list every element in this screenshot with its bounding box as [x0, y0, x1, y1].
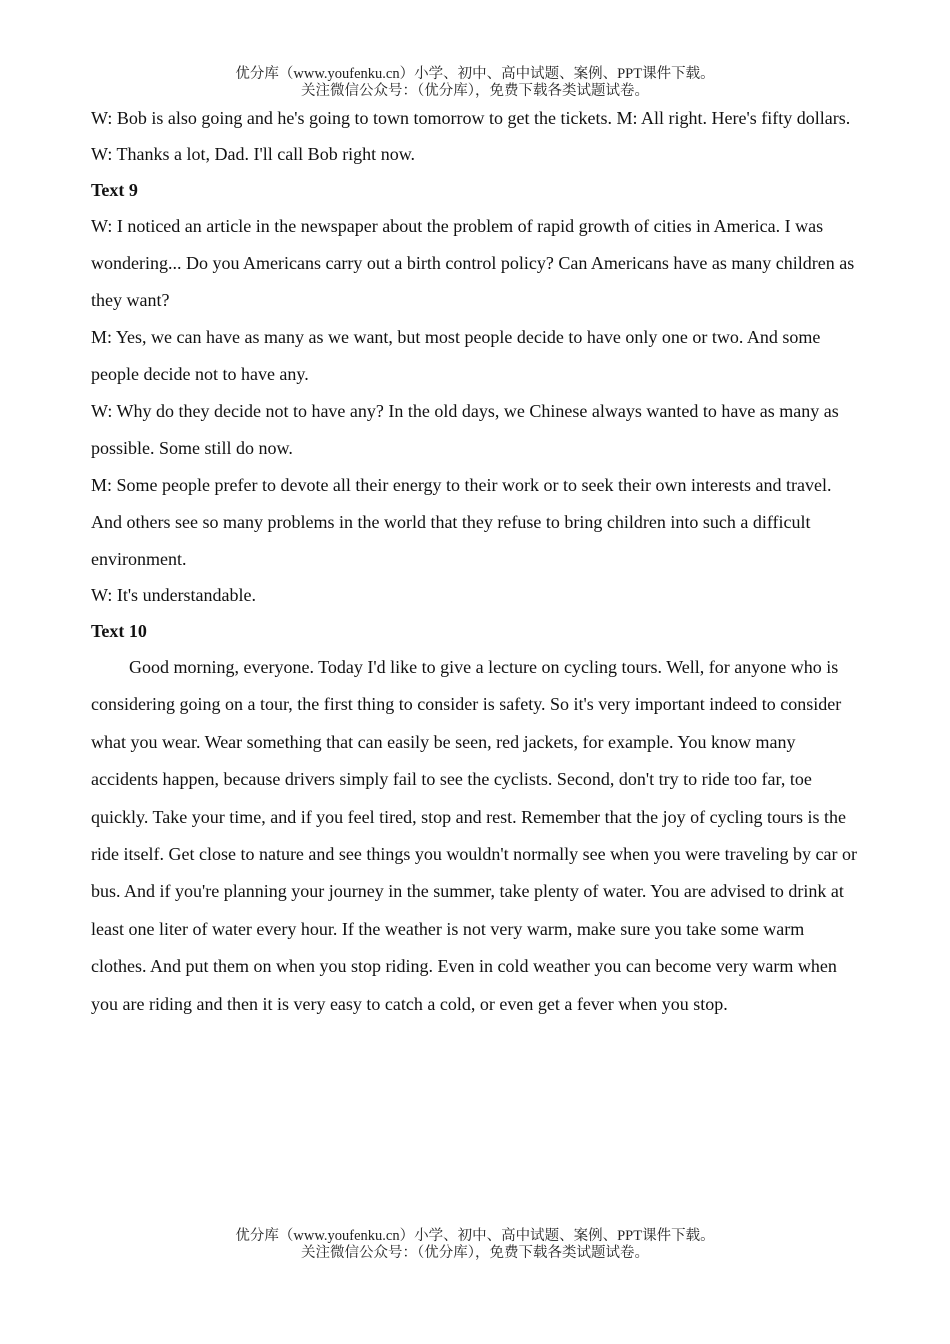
- dialogue-paragraph-1: W: Bob is also going and he's going to town tomorrow to get the tickets. M: All right. Here's fifty dollars.: [91, 108, 851, 128]
- dialogue-paragraph-7: W: It's understandable.: [91, 585, 257, 605]
- page-footer: [0, 1228, 950, 1262]
- dialogue-paragraph-6: M: Some people prefer to devote all their energy to their work or to seek their own interests and travel. And others see so many problems in the world that they refuse to bring children into such a difficult environment.: [91, 475, 832, 569]
- dialogue-paragraph-2: W: Thanks a lot, Dad. I'll call Bob right now.: [91, 144, 416, 164]
- document-body: [91, 100, 861, 1023]
- lecture-paragraph: Good morning, everyone. Today I'd like to give a lecture on cycling tours. Well, for anyone who is considering going on a tour, the first thing to consider is safety. So it's very important indeed to consider what you wear. Wear something that can easily be seen, red jackets, for example. You know many accidents happen, because drivers simply fail to see the cyclists. Second, don't try to ride too far, toe quickly. Take your time, and if you feel tired, stop and rest. Remember that the joy of cycling tours is the ride itself. Get close to nature and see things you wouldn't normally see when you were traveling by car or bus. And if you're planning your journey in the summer, take plenty of water. You are advised to drink at least one liter of water every hour. If the weather is not very warm, make sure you take some warm clothes. And put them on when you stop riding. Even in cold weather you can become very warm when you are riding and then it is very easy to catch a cold, or even get a fever when you stop.: [91, 657, 858, 1014]
- dialogue-paragraph-3: W: I noticed an article in the newspaper about the problem of rapid growth of cities in America. I was wondering... Do you Americans carry out a birth control policy? Can Americans have as many children as they want?: [91, 216, 855, 310]
- section-heading-text-10: Text 10: [91, 620, 147, 641]
- page-header: [0, 66, 950, 100]
- section-heading-text-9: Text 9: [91, 179, 138, 200]
- header-line-1: 优分库（www.youfenku.cn）小学、初中、高中试题、案例、PPT课件下载。: [235, 66, 715, 82]
- footer-line-2: 关注微信公众号：（优分库），免费下载各类试题试卷。: [301, 1245, 649, 1261]
- header-line-2: 关注微信公众号：（优分库），免费下载各类试题试卷。: [301, 83, 649, 99]
- dialogue-paragraph-4: M: Yes, we can have as many as we want, but most people decide to have only one or two. And some people decide not to have any.: [91, 327, 821, 384]
- footer-line-1: 优分库（www.youfenku.cn）小学、初中、高中试题、案例、PPT课件下载。: [235, 1228, 715, 1244]
- dialogue-paragraph-5: W: Why do they decide not to have any? In the old days, we Chinese always wanted to have as many as possible. Some still do now.: [91, 401, 839, 458]
